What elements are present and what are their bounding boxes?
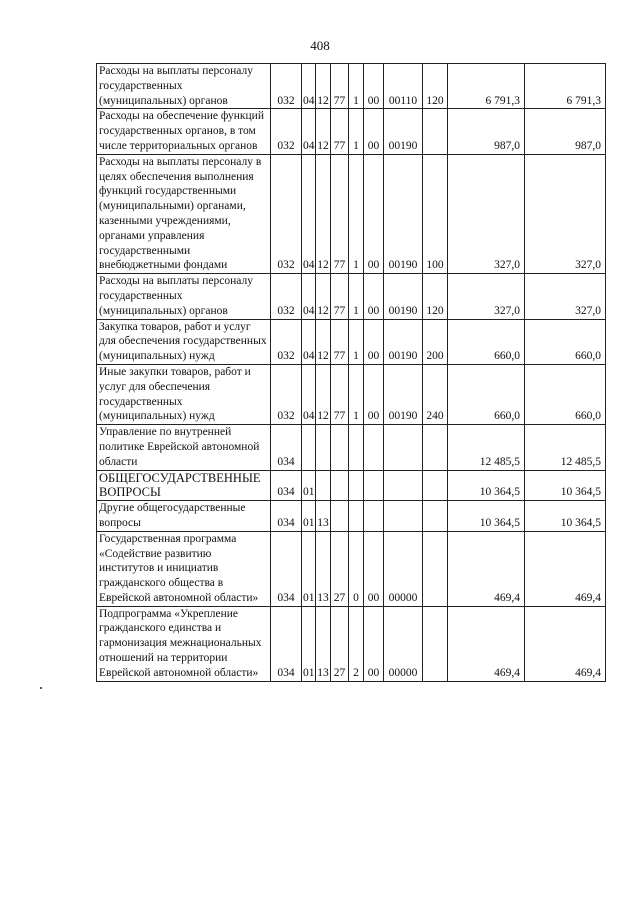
page-number: 408 — [310, 38, 330, 53]
section-code-cell: 04 — [302, 64, 316, 109]
subprogram-code-cell: 0 — [349, 531, 364, 606]
table-row — [97, 501, 606, 532]
activity-code-cell: 00 — [364, 64, 384, 109]
program-code-cell: 77 — [331, 319, 349, 364]
subsection-code-cell: 12 — [316, 154, 331, 273]
amount-cell-1: 469,4 — [448, 531, 525, 606]
subsection-code-cell: 13 — [316, 531, 331, 606]
subsection-code-cell: 12 — [316, 109, 331, 154]
amount-cell-1: 469,4 — [448, 606, 525, 681]
grbs-code-cell: 032 — [271, 109, 302, 154]
scan-dot — [40, 687, 42, 689]
subprogram-code-cell: 1 — [349, 274, 364, 319]
expense-name-cell: Расходы на выплаты персоналу в целях обеспечения выполнения функций государственными (муниципальными) органами, казенными учреждениями, органами управления государственными внебюджетными фондами — [97, 154, 271, 273]
expense-name-cell: Иные закупки товаров, работ и услуг для обеспечения государственных (муниципальных) нужд — [97, 364, 271, 424]
grbs-code-cell: 032 — [271, 64, 302, 109]
program-code-cell: 27 — [331, 606, 349, 681]
table-row — [97, 606, 606, 681]
section-code-cell: 01 — [302, 531, 316, 606]
expense-name-cell: Расходы на обеспечение функций государственных органов, в том числе территориальных органов — [97, 109, 271, 154]
expense-type-cell: 100 — [423, 154, 448, 273]
table-row — [97, 274, 606, 319]
subprogram-code-cell — [349, 501, 364, 532]
subsection-code-cell: 13 — [316, 501, 331, 532]
subsection-code-cell: 12 — [316, 274, 331, 319]
grbs-code-cell: 032 — [271, 319, 302, 364]
amount-cell-1: 10 364,5 — [448, 501, 525, 532]
grbs-code-cell: 034 — [271, 606, 302, 681]
amount-cell-2: 327,0 — [525, 154, 606, 273]
expense-type-cell — [423, 470, 448, 501]
subsection-code-cell: 12 — [316, 64, 331, 109]
amount-cell-2: 469,4 — [525, 606, 606, 681]
activity-code-cell — [364, 470, 384, 501]
amount-cell-1: 12 485,5 — [448, 425, 525, 470]
amount-cell-2: 12 485,5 — [525, 425, 606, 470]
program-code-cell: 27 — [331, 531, 349, 606]
grbs-code-cell: 032 — [271, 364, 302, 424]
section-code-cell: 04 — [302, 364, 316, 424]
section-code-cell — [302, 425, 316, 470]
expense-type-cell: 240 — [423, 364, 448, 424]
expense-name-cell: Другие общегосударственные вопросы — [97, 501, 271, 532]
amount-cell-2: 469,4 — [525, 531, 606, 606]
direction-code-cell: 00190 — [384, 109, 423, 154]
table-row — [97, 531, 606, 606]
subprogram-code-cell: 1 — [349, 319, 364, 364]
expense-name-cell: Государственная программа «Содействие развитию институтов и инициатив гражданского общества в Еврейской автономной области» — [97, 531, 271, 606]
program-code-cell: 77 — [331, 109, 349, 154]
amount-cell-1: 6 791,3 — [448, 64, 525, 109]
subprogram-code-cell — [349, 470, 364, 501]
expense-type-cell: 120 — [423, 274, 448, 319]
grbs-code-cell: 034 — [271, 470, 302, 501]
direction-code-cell: 00190 — [384, 319, 423, 364]
activity-code-cell — [364, 425, 384, 470]
program-code-cell — [331, 425, 349, 470]
table-row — [97, 425, 606, 470]
subsection-code-cell — [316, 425, 331, 470]
amount-cell-2: 660,0 — [525, 364, 606, 424]
expense-type-cell — [423, 531, 448, 606]
expense-name-cell: Расходы на выплаты персоналу государственных (муниципальных) органов — [97, 64, 271, 109]
amount-cell-2: 6 791,3 — [525, 64, 606, 109]
amount-cell-1: 660,0 — [448, 364, 525, 424]
expense-name-cell: Подпрограмма «Укрепление гражданского единства и гармонизация межнациональных отношений на территории Еврейской автономной области» — [97, 606, 271, 681]
direction-code-cell: 00190 — [384, 274, 423, 319]
expense-name-cell: Закупка товаров, работ и услуг для обеспечения государственных (муниципальных) нужд — [97, 319, 271, 364]
program-code-cell — [331, 501, 349, 532]
expense-type-cell: 120 — [423, 64, 448, 109]
expense-type-cell: 200 — [423, 319, 448, 364]
activity-code-cell: 00 — [364, 154, 384, 273]
subprogram-code-cell: 1 — [349, 364, 364, 424]
direction-code-cell — [384, 470, 423, 501]
expense-name-cell: Управление по внутренней политике Еврейской автономной области — [97, 425, 271, 470]
subprogram-code-cell: 1 — [349, 109, 364, 154]
subprogram-code-cell — [349, 425, 364, 470]
activity-code-cell: 00 — [364, 274, 384, 319]
section-code-cell: 01 — [302, 501, 316, 532]
program-code-cell: 77 — [331, 274, 349, 319]
amount-cell-2: 327,0 — [525, 274, 606, 319]
section-code-cell: 04 — [302, 319, 316, 364]
subprogram-code-cell: 1 — [349, 64, 364, 109]
amount-cell-2: 660,0 — [525, 319, 606, 364]
subsection-code-cell: 13 — [316, 606, 331, 681]
expense-type-cell — [423, 501, 448, 532]
program-code-cell: 77 — [331, 364, 349, 424]
expense-type-cell — [423, 109, 448, 154]
activity-code-cell: 00 — [364, 364, 384, 424]
direction-code-cell: 00190 — [384, 364, 423, 424]
expense-type-cell — [423, 606, 448, 681]
expense-name-cell: ОБЩЕГОСУДАРСТВЕННЫЕ ВОПРОСЫ — [97, 470, 271, 501]
section-code-cell: 01 — [302, 470, 316, 501]
grbs-code-cell: 034 — [271, 531, 302, 606]
direction-code-cell — [384, 501, 423, 532]
grbs-code-cell: 034 — [271, 501, 302, 532]
direction-code-cell: 00110 — [384, 64, 423, 109]
budget-table — [96, 63, 606, 682]
activity-code-cell: 00 — [364, 109, 384, 154]
amount-cell-1: 327,0 — [448, 274, 525, 319]
table-row — [97, 470, 606, 501]
amount-cell-2: 10 364,5 — [525, 501, 606, 532]
section-code-cell: 04 — [302, 109, 316, 154]
table-row — [97, 109, 606, 154]
grbs-code-cell: 032 — [271, 154, 302, 273]
amount-cell-1: 987,0 — [448, 109, 525, 154]
subsection-code-cell: 12 — [316, 319, 331, 364]
expense-name-cell: Расходы на выплаты персоналу государственных (муниципальных) органов — [97, 274, 271, 319]
table-row — [97, 64, 606, 109]
amount-cell-2: 987,0 — [525, 109, 606, 154]
grbs-code-cell: 032 — [271, 274, 302, 319]
amount-cell-1: 10 364,5 — [448, 470, 525, 501]
activity-code-cell: 00 — [364, 531, 384, 606]
table-row — [97, 154, 606, 273]
program-code-cell: 77 — [331, 154, 349, 273]
section-code-cell: 04 — [302, 274, 316, 319]
subsection-code-cell: 12 — [316, 364, 331, 424]
section-code-cell: 01 — [302, 606, 316, 681]
table-row — [97, 364, 606, 424]
program-code-cell: 77 — [331, 64, 349, 109]
direction-code-cell: 00190 — [384, 154, 423, 273]
direction-code-cell: 00000 — [384, 531, 423, 606]
amount-cell-1: 660,0 — [448, 319, 525, 364]
expense-type-cell — [423, 425, 448, 470]
table-row — [97, 319, 606, 364]
subprogram-code-cell: 2 — [349, 606, 364, 681]
program-code-cell — [331, 470, 349, 501]
direction-code-cell: 00000 — [384, 606, 423, 681]
amount-cell-2: 10 364,5 — [525, 470, 606, 501]
amount-cell-1: 327,0 — [448, 154, 525, 273]
subprogram-code-cell: 1 — [349, 154, 364, 273]
activity-code-cell: 00 — [364, 606, 384, 681]
direction-code-cell — [384, 425, 423, 470]
activity-code-cell — [364, 501, 384, 532]
section-code-cell: 04 — [302, 154, 316, 273]
activity-code-cell: 00 — [364, 319, 384, 364]
grbs-code-cell: 034 — [271, 425, 302, 470]
subsection-code-cell — [316, 470, 331, 501]
